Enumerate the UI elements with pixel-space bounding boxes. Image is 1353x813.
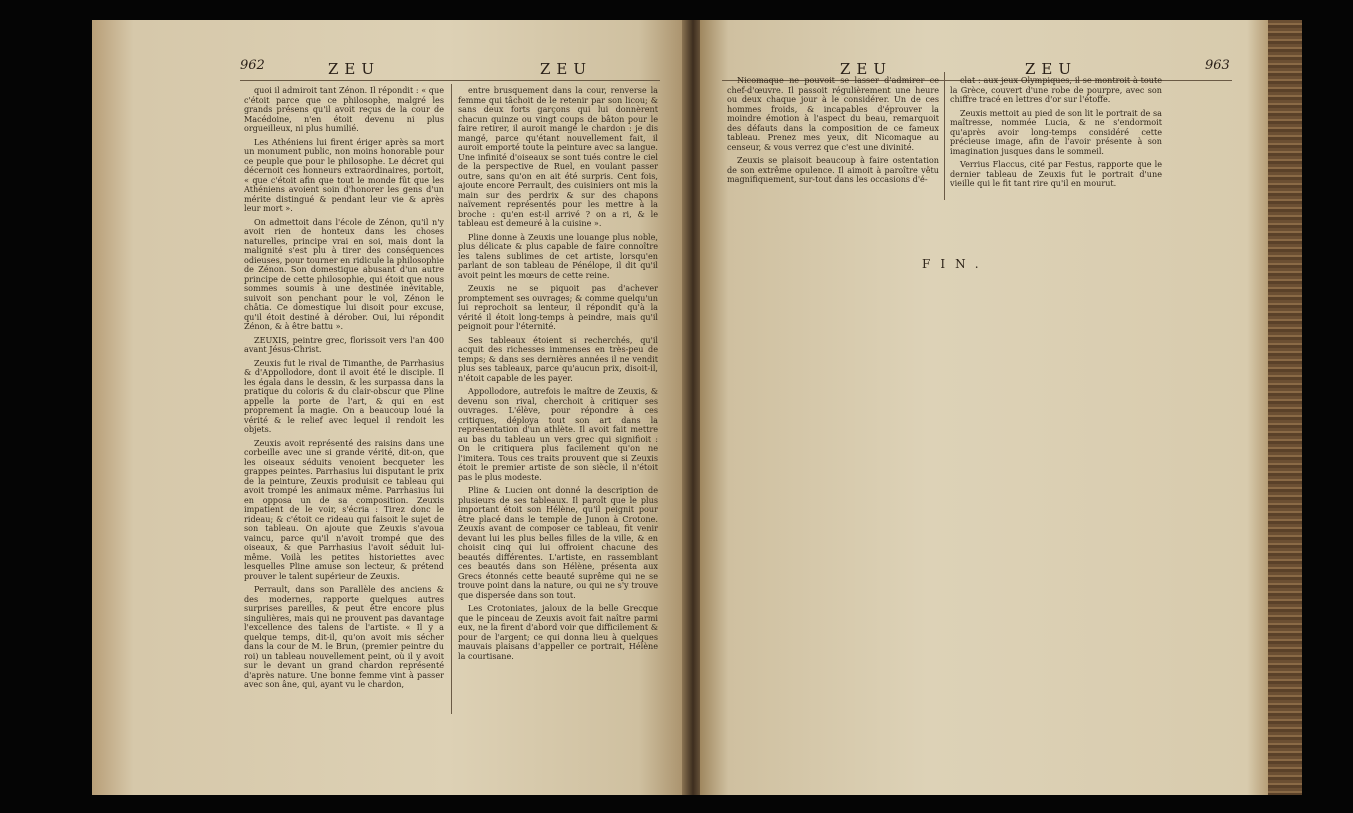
right-page-column-1 [727, 76, 939, 189]
left-page-column-1 [244, 86, 444, 694]
running-head-right-col2: ZEU [1025, 60, 1078, 78]
column-rule [451, 84, 452, 714]
open-book [92, 20, 1302, 795]
header-rule [240, 80, 660, 81]
paragraph: entre brusquement dans la cour, renverse la femme qui tâchoit de le retenir par son licou; & sans deux forts garçons qui lui donnèrent chacun quinze ou vingt coups de bâton pour le faire retirer, il auroit mangé le chardon : je dis mangé, parce qu'étant nouvellement fait, il auroit emporté toute la peinture avec sa langue. Une infinité d'oiseaux se sont tués contre le ciel de la perspective de Ruel, en voulant passer outre, sans qu'on en ait été surpris. Cent fois, ajoute encore Perrault, des cuisiniers ont mis la main sur des perdrix & sur des chapons naïvement représentés pour les mettre à la broche : qu'en est-il arrivé ? on a ri, & le tableau est demeuré à la cuisine ». [458, 85, 658, 228]
paragraph: Les Athéniens lui firent ériger après sa mort un monument public, non moins honorable pour ce peuple que pour le philosophe. Le décret qui décernoit ces honneurs extraordinaires, portoit, « que c'étoit afin que tout le monde fût que les Athéniens avoient soin d'honorer les gens d'un mérite distingué & pendant leur vie & après leur mort ». [244, 136, 444, 213]
paragraph: clat : aux jeux Olympiques, il se montroit à toute la Grèce, couvert d'une robe de pourpre, avec son chiffre tracé en lettres d'or sur l'étoffe. [950, 75, 1162, 104]
right-page [700, 20, 1270, 795]
paragraph: Appollodore, autrefois le maître de Zeuxis, & devenu son rival, cherchoit à critiquer ses ouvrages. L'élève, pour répondre à ces critiques, déploya tout son art dans la représentation d'un athlète. Il avoit fait mettre au bas du tableau un vers grec qui signifioit : On le critiquera plus facilement qu'on ne l'imitera. Tous ces traits prouvent que si Zeuxis étoit le premier artiste de son siècle, il n'étoit pas le plus modeste. [458, 386, 658, 482]
paragraph: Ses tableaux étoient si recherchés, qu'il acquit des richesses immenses en très-peu de temps; & dans ses dernières années il ne vendit plus ses tableaux, parce qu'aucun prix, disoit-il, n'étoit capable de les payer. [458, 334, 658, 383]
paragraph: Zeuxis ne se piquoit pas d'achever promptement ses ouvrages; & comme quelqu'un lui reprochoit sa lenteur, il répondit qu'à la vérité il étoit long-temps à peindre, mais qu'il peignoit pour l'éternité. [458, 283, 658, 331]
page-number-right: 963 [1205, 58, 1230, 73]
paragraph: Pline & Lucien ont donné la description de plusieurs de ses tableaux. Il paroît que le plus important étoit son Hélène, qu'il peignit pour être placé dans le temple de Junon à Crotone. Zeuxis avant de composer ce tableau, fit venir devant lui les plus belles filles de la ville, & en choisit cinq qui lui offroient chacune des beautés différentes. L'artiste, en rassemblant ces beautés dans son Hélène, présenta aux Grecs étonnés cette beauté suprême qui ne se trouve point dans la nature, ou qui ne s'y trouve que dispersée dans son tout. [458, 485, 658, 600]
paragraph: Nicomaque ne pouvoit se lasser d'admirer ce chef-d'œuvre. Il passoit régulièrement une heure ou deux chaque jour à le considérer. Un de ces hommes froids, & incapables d'éprouver la moindre émotion à l'aspect du beau, remarquoit des défauts dans la composition de ce fameux tableau. Prenez mes yeux, dit Nicomaque au censeur, & vous verrez que c'est une divinité. [727, 75, 939, 152]
right-page-column-2 [950, 76, 1162, 193]
running-head-left: ZEU [328, 60, 381, 78]
paragraph: Zeuxis se plaisoit beaucoup à faire ostentation de son extrême opulence. Il aimoit à paroître vêtu magnifiquement, sur-tout dans les occasions d'é- [727, 155, 939, 184]
left-page [92, 20, 686, 795]
paragraph: On admettoit dans l'école de Zénon, qu'il n'y avoit rien de honteux dans les choses naturelles, principe vrai en soi, mais dont la malignité s'est plu à tirer des conséquences odieuses, pour tourner en ridicule la philosophie de Zénon. Son domestique abusant d'un autre principe de cette philosophie, qui étoit que nous sommes soumis à une destinée inévitable, suivoit son penchant pour le vol, Zénon le châtia. Ce domestique lui disoit pour excuse, qu'il étoit destiné à dérober. Oui, lui répondit Zénon, & à être battu ». [244, 216, 444, 331]
page-edges [1268, 20, 1302, 795]
left-page-column-2 [458, 86, 658, 665]
fin-mark: FIN. [922, 257, 989, 271]
paragraph: quoi il admiroit tant Zénon. Il répondit : « que c'étoit parce que ce philosophe, malgré les grands présens qu'il avoit reçus de la cour de Macédoine, n'en étoit devenu ni plus orgueilleux, ni plus humilié. [244, 85, 444, 133]
paragraph: ZEUXIS, peintre grec, florissoit vers l'an 400 avant Jésus-Christ. [244, 334, 444, 354]
column-rule-right [944, 72, 945, 200]
paragraph: Perrault, dans son Parallèle des anciens & des modernes, rapporte quelques autres surprises pareilles, & peut être encore plus singulières, mais qui ne prouvent pas davantage l'excellence des talens de l'artiste. « Il y a quelque temps, dit-il, qu'on avoit mis sécher dans la cour de M. le Brun, (premier peintre du roi) un tableau nouvellement peint, où il y avoit sur le devant un grand chardon représenté d'après nature. Une bonne femme vint à passer avec son âne, qui, ayant vu le chardon, [244, 584, 444, 689]
paragraph: Zeuxis mettoit au pied de son lit le portrait de sa maîtresse, nommée Lucia, & ne s'endormoit qu'après avoir long-temps considéré cette précieuse image, afin de l'avoir présente à son imagination jusques dans le sommeil. [950, 107, 1162, 156]
page-number-left: 962 [240, 58, 265, 73]
running-head-right: ZEU [840, 60, 893, 78]
paragraph: Zeuxis avoit représenté des raisins dans une corbeille avec une si grande vérité, dit-on, que les oiseaux séduits venoient becqueter les grappes peintes. Parrhasius lui disputant le prix de la peinture, Zeuxis produisit ce tableau qui avoit trompé les animaux même. Parrhasius lui en opposa un de sa composition. Zeuxis impatient de le voir, s'écria : Tirez donc le rideau; & c'étoit ce rideau qui faisoit le sujet de son tableau. On ajoute que Zeuxis s'avoua vaincu, parce qu'il n'avoit trompé que des oiseaux, & que Parrhasius l'avoit séduit lui-même. Voilà les petites historiettes avec lesquelles Pline amuse son lecteur, & prétend prouver le talent supérieur de Zeuxis. [244, 437, 444, 581]
paragraph: Pline donne à Zeuxis une louange plus noble, plus délicate & plus capable de faire connoître les talens sublimes de cet artiste, lorsqu'en parlant de son tableau de Pénélope, il dit qu'il avoit peint les mœurs de cette reine. [458, 231, 658, 280]
paragraph: Verrius Flaccus, cité par Festus, rapporte que le dernier tableau de Zeuxis fut le portrait d'une vieille qui le fit tant rire qu'il en mourut. [950, 159, 1162, 188]
paragraph: Zeuxis fut le rival de Timanthe, de Parrhasius & d'Appollodore, dont il avoit été le disciple. Il les égala dans le dessin, & les surpassa dans la pratique du coloris & du clair-obscur que Pline appelle la porte de l'art, & qui en est proprement la magie. On a beaucoup loué la vérité & le relief avec lequel il rendoit les objets. [244, 357, 444, 434]
paragraph: Les Crotoniates, jaloux de la belle Grecque que le pinceau de Zeuxis avoit fait naître parmi eux, ne la firent d'abord voir que difficilement & pour de l'argent; ce qui donna lieu à quelques mauvais plaisans d'appeller ce portrait, Hélène la courtisane. [458, 603, 658, 661]
running-head-left-col2: ZEU [540, 60, 593, 78]
